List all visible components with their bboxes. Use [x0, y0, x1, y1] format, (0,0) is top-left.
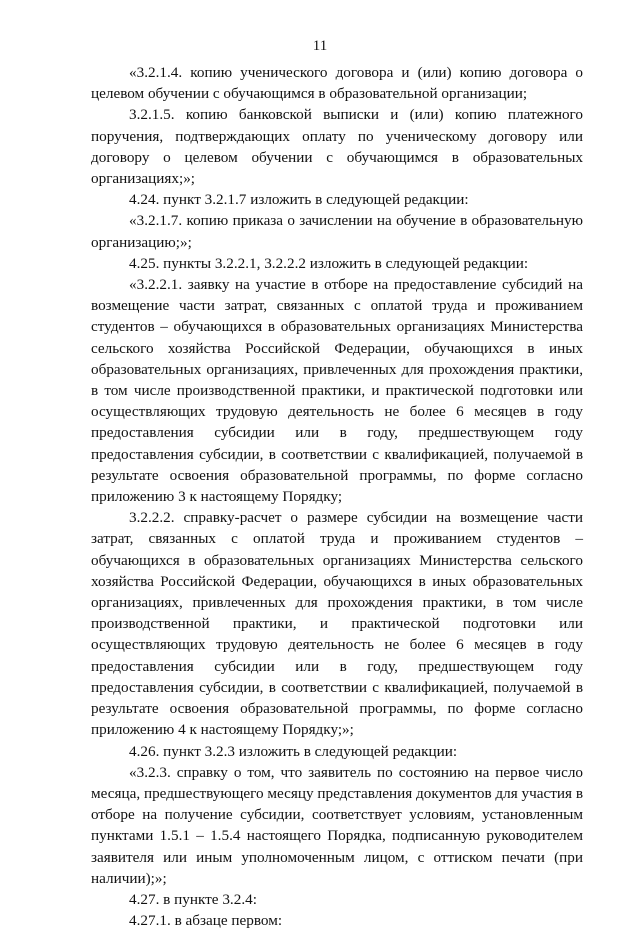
- page-number: 11: [312, 38, 328, 54]
- paragraph: «3.2.1.7. копию приказа о зачислении на обучение в образовательную организацию;»;: [91, 212, 583, 251]
- paragraph: «3.2.3. справку о том, что заявитель по состоянию на первое число месяца, предшествующего месяцу представления документов для участия в отборе на получение субсидии, соответствует условиям, установленным пунктами 1.5.1 – 1.5.4 настоящего Порядка, подписанную руководителем заявителя или иным уполномоченным лицом, с оттиском печати (при наличии);»;: [91, 763, 583, 887]
- paragraph: «3.2.1.4. копию ученического договора и (или) копию договора о целевом обучении с обучающимся в образовательной организации;: [91, 64, 583, 103]
- paragraph: 4.27. в пункте 3.2.4:: [129, 890, 257, 908]
- paragraph: 4.26. пункт 3.2.3 изложить в следующей редакции:: [129, 742, 458, 760]
- paragraph: 4.24. пункт 3.2.1.7 изложить в следующей редакции:: [129, 191, 469, 209]
- paragraph: 3.2.2.2. справку-расчет о размере субсидии на возмещение части затрат, связанных с оплатой труда и проживанием студентов – обучающихся в образовательных организациях Министерства сельского хозяйства Российской Федерации, обучающихся в иных образовательных организациях, привлеченных для прохождения практики, в том числе производственной практики, и практической подготовки или осуществляющих трудовую деятельность не более 6 месяцев в году предоставления субсидии или в году, предшествующем году предоставления субсидии, в соответствии с квалификацией, получаемой в результате освоения образовательной программы, по форме согласно приложению 4 к настоящему Порядку;»;: [91, 509, 583, 739]
- document-body: [91, 62, 583, 931]
- paragraph: 4.27.1. в абзаце первом:: [129, 912, 283, 930]
- paragraph: «3.2.2.1. заявку на участие в отборе на предоставление субсидий на возмещение части затрат, связанных с оплатой труда и проживанием студентов – обучающихся в образовательных организациях Министерства сельского хозяйства Российской Федерации, обучающихся в иных образовательных организациях, привлеченных для прохождения практики, в том числе производственной практики, и практической подготовки или осуществляющих трудовую деятельность не более 6 месяцев в году предоставления субсидии или в году, предшествующем году предоставления субсидии, в соответствии с квалификацией, получаемой в результате освоения образовательной программы, по форме согласно приложению 3 к настоящему Порядку;: [91, 276, 583, 506]
- paragraph: 4.25. пункты 3.2.2.1, 3.2.2.2 изложить в следующей редакции:: [129, 254, 529, 272]
- paragraph: 3.2.1.5. копию банковской выписки и (или) копию платежного поручения, подтверждающих оплату по ученическому договору или договору о целевом обучении с обучающимся в образовательных организациях;»;: [91, 106, 583, 188]
